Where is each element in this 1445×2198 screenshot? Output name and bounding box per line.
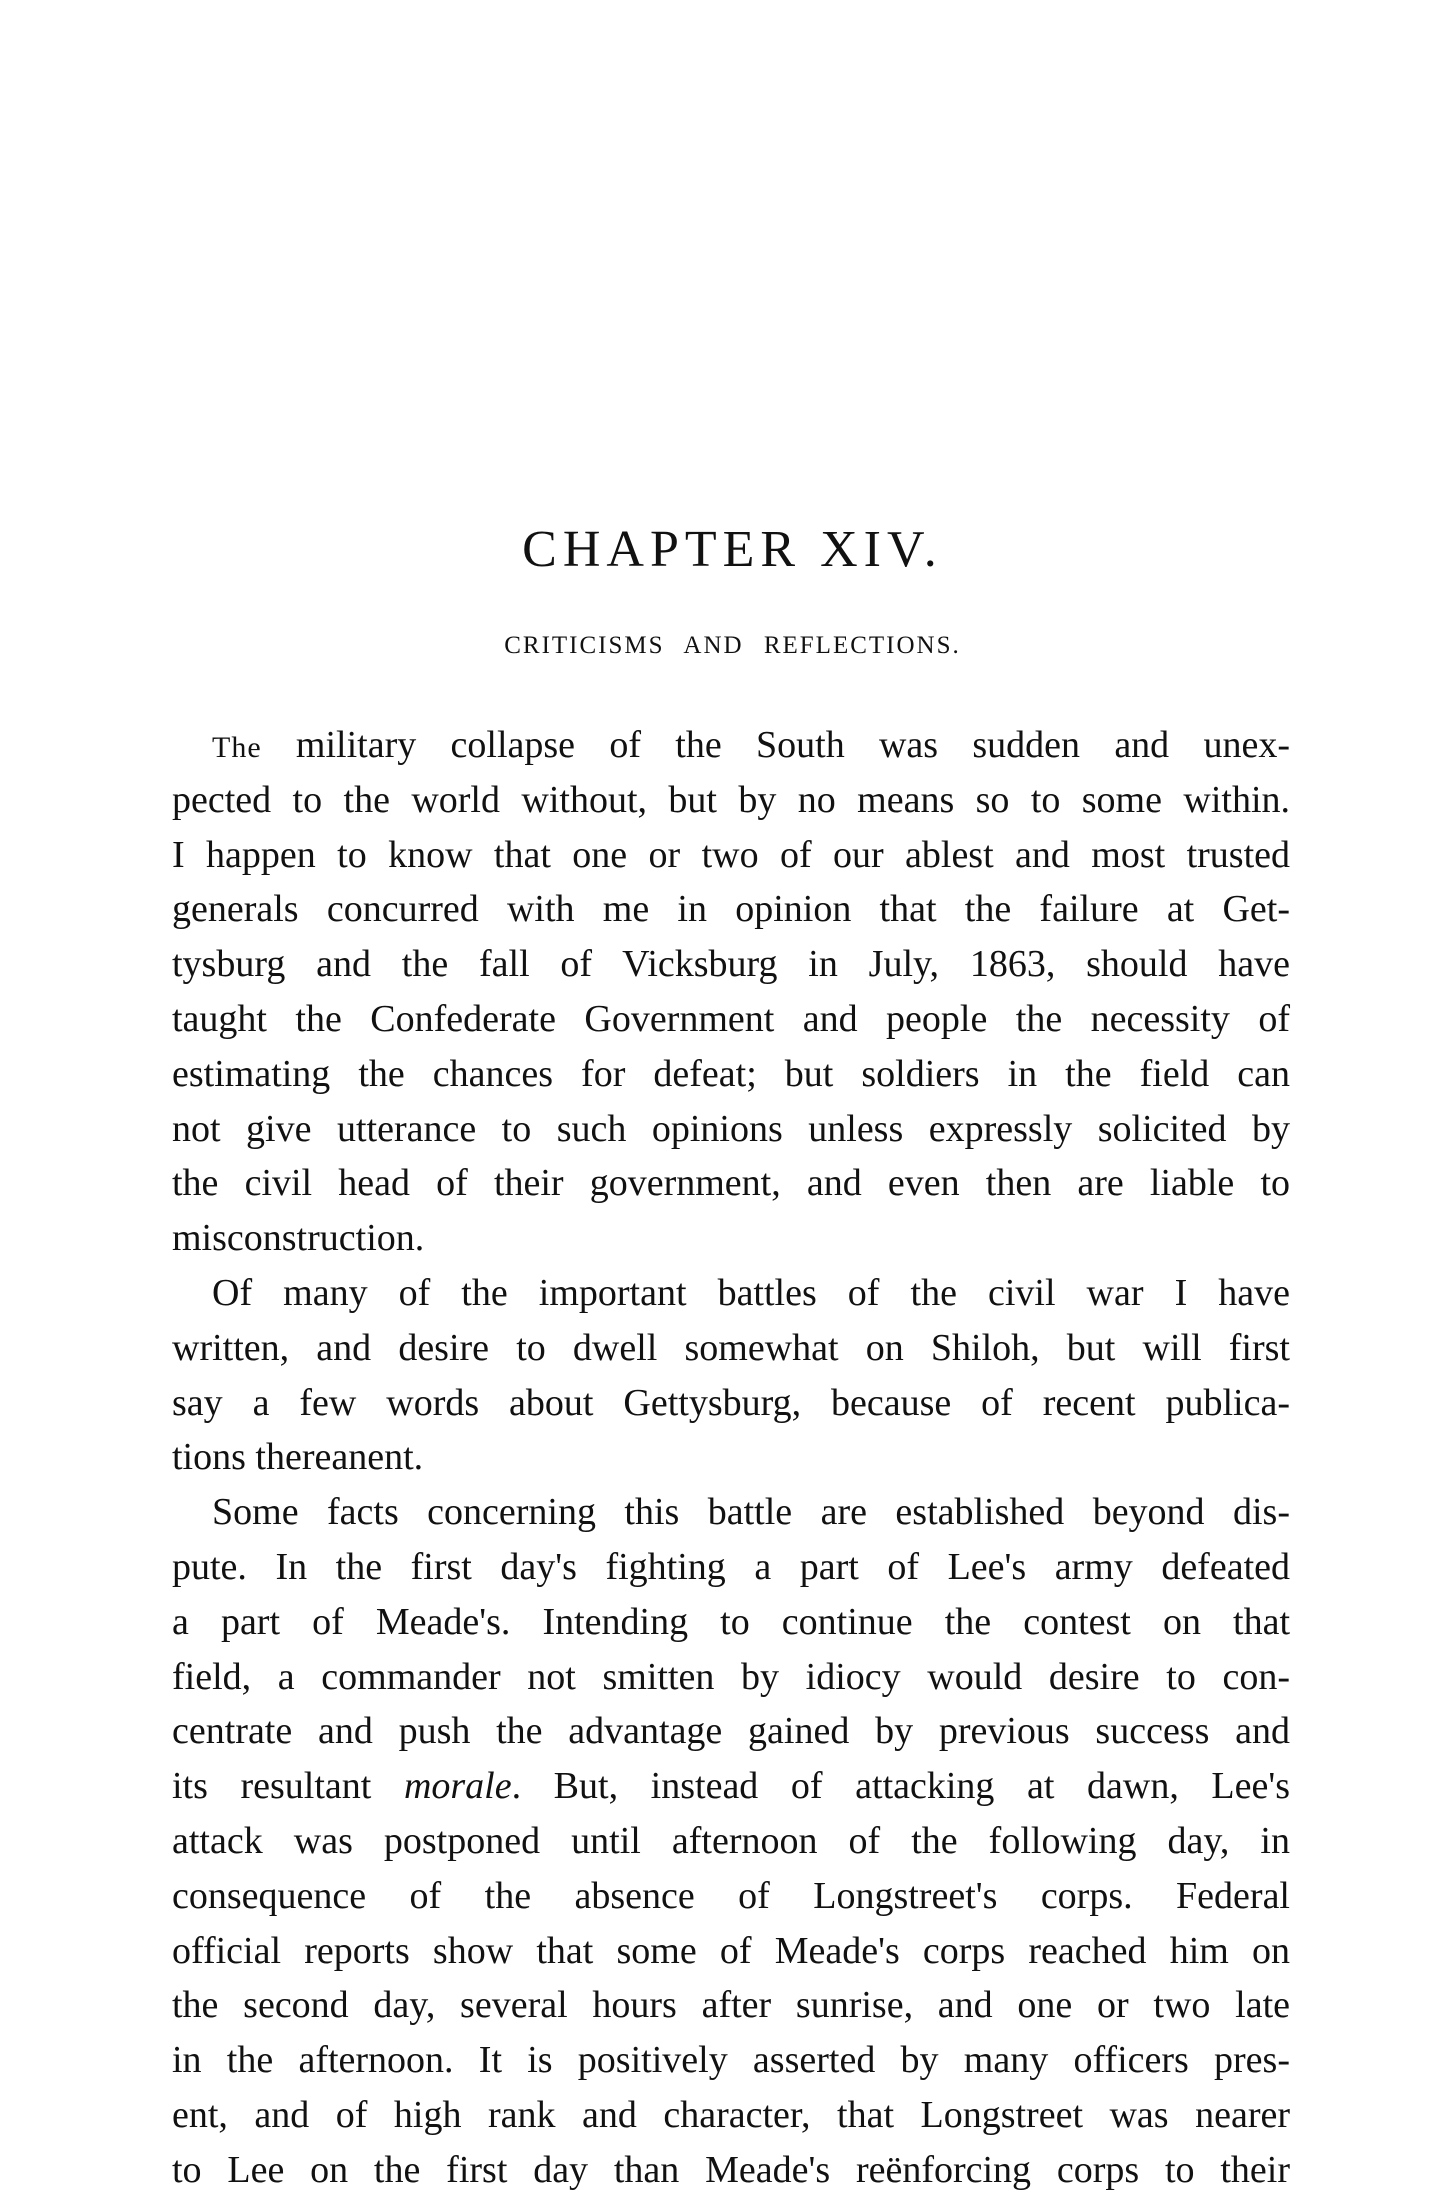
text-line-start: its resultant (172, 1765, 404, 1808)
text-line: centrate and push the advantage gained by previous success and (172, 1710, 1290, 1753)
text-line: attack was postponed until afternoon of the following day, in (172, 1819, 1290, 1862)
text-line-rest: military collapse of the South was sudden and unex- (261, 724, 1290, 766)
text-line (172, 718, 1290, 773)
text-line: to Lee on the first day than Meade's reënforcing corps to their (172, 2148, 1290, 2191)
text-line-end: . But, instead of attacking at dawn, Lee's (511, 1765, 1290, 1808)
body-text (172, 718, 1290, 2198)
chapter-subtitle: CRITICISMS AND REFLECTIONS. (504, 632, 961, 659)
text-line: estimating the chances for defeat; but soldiers in the field can (172, 1052, 1290, 1095)
italic-word: morale (403, 1765, 512, 1808)
text-line: Some facts concerning this battle are established beyond dis- (212, 1491, 1290, 1534)
text-line: generals concurred with me in opinion that the failure at Get- (172, 888, 1290, 931)
text-line: I happen to know that one or two of our ablest and most trusted (172, 833, 1290, 876)
text-line: the second day, several hours after sunrise, and one or two late (172, 1984, 1290, 2027)
text-line: tysburg and the fall of Vicksburg in July, 1863, should have (172, 943, 1290, 986)
text-line: in the afternoon. It is positively asserted by many officers pres- (172, 2039, 1290, 2082)
text-line: Of many of the important battles of the civil war I have (212, 1271, 1290, 1314)
text-line: the civil head of their government, and even then are liable to (172, 1162, 1290, 1205)
text-line: field, a commander not smitten by idiocy would desire to con- (172, 1655, 1290, 1698)
text-line: pute. In the first day's fighting a part of Lee's army defeated (172, 1545, 1290, 1588)
text-line: written, and desire to dwell somewhat on Shiloh, but will first (172, 1326, 1290, 1369)
text-line: a part of Meade's. Intending to continue the contest on that (172, 1600, 1290, 1643)
text-line: not give utterance to such opinions unless expressly solicited by (172, 1107, 1290, 1150)
text-line: say a few words about Gettysburg, because of recent publica- (172, 1381, 1290, 1424)
text-line: taught the Confederate Government and people the necessity of (172, 997, 1290, 1040)
text-line: consequence of the absence of Longstreet's corps. Federal (172, 1874, 1290, 1917)
text-line (172, 1759, 1290, 1814)
text-line: pected to the world without, but by no means so to some within. (172, 778, 1290, 821)
dropcap-word: The (212, 731, 262, 764)
text-line: misconstruction. (172, 1217, 425, 1260)
text-line: ent, and of high rank and character, that Longstreet was nearer (172, 2093, 1290, 2136)
chapter-title: CHAPTER XIV. (522, 521, 943, 578)
text-line: official reports show that some of Meade's corps reached him on (172, 1929, 1290, 1972)
text-line: tions thereanent. (172, 1436, 424, 1479)
